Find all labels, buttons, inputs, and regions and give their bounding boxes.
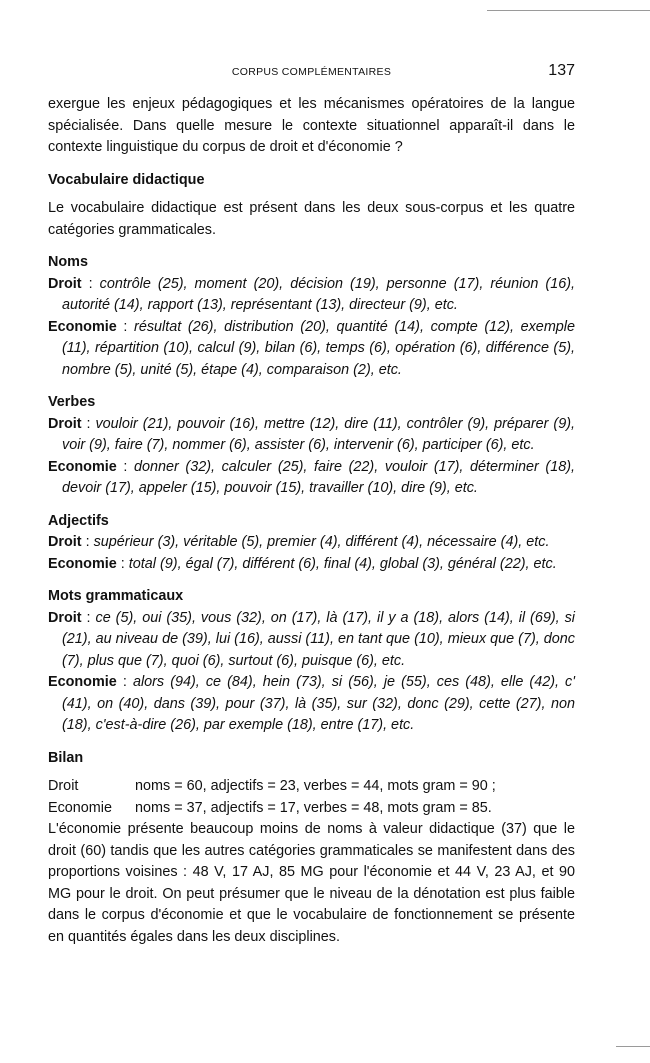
- bilan-label: Droit: [48, 778, 79, 794]
- bilan-conclusion-paragraph: L'économie présente beaucoup moins de noms à valeur didactique (37) que le droit (60) tandis que les autres catégories grammaticales se manifestent dans des proportions voisines : 48 V, 17 AJ, 85 MG pour l'économie et 44 V, 23 AJ, et 90 MG pour le droit. On peut présumer que le niveau de la dénotation est plus faible dans le corpus d'économie et que le vocabulaire de fonctionnement se présente en quantités égales dans les deux disciplines.: [48, 821, 575, 945]
- entry-label: Droit: [48, 534, 82, 550]
- entry-text: ce (5), oui (35), vous (32), on (17), là (17), il y a (18), alors (14), il (69), si (21), au niveau de (39), lui (16), aussi (11), en tant que (10), mieux que (7), donc (7), plus que (7), quoi (6), surtout (6), puisque (6), etc.: [62, 609, 575, 669]
- running-head: CORPUS COMPLÉMENTAIRES: [231, 66, 392, 78]
- entry-label: Economie: [48, 674, 117, 690]
- noms-economie-entry: Economie : résultat (26), distribution (20), quantité (14), compte (12), exemple (11), répartition (10), calcul (9), bilan (6), temps (6), opération (6), différence (5), nombre (5), unité (5), étape (4), comparaison (2), etc.: [48, 318, 576, 378]
- bilan-row-economie: [48, 798, 575, 820]
- page-body: [48, 94, 575, 948]
- verbes-droit-entry: Droit : vouloir (21), pouvoir (16), mettre (12), dire (11), contrôler (9), préparer (9), voir (9), faire (7), nommer (6), assister (6), intervenir (6), participer (6), etc.: [48, 415, 575, 453]
- entry-text: total (9), égal (7), différent (6), final (4), global (3), général (22), etc.: [128, 555, 557, 572]
- entry-text: contrôle (25), moment (20), décision (19), personne (17), réunion (16), autorité (14), rapport (13), représentant (13), directeur (9), etc.: [62, 275, 575, 313]
- page-header: [48, 62, 575, 84]
- vocabulaire-paragraph: Le vocabulaire didactique est présent dans les deux sous-corpus et les quatre catégories grammaticales.: [48, 200, 575, 238]
- section-heading-bilan: Bilan: [48, 749, 84, 766]
- bilan-row-droit: [48, 776, 575, 798]
- entry-text: donner (32), calculer (25), faire (22), vouloir (17), déterminer (18), devoir (17), appeler (15), pouvoir (15), travailler (10), dire (9), etc.: [62, 458, 575, 496]
- entry-label: Economie: [48, 555, 117, 572]
- scan-edge-line-bottom: [616, 1046, 650, 1047]
- page-number: 137: [548, 62, 575, 79]
- bilan-value: noms = 60, adjectifs = 23, verbes = 44, mots gram = 90 ;: [135, 778, 496, 794]
- noms-droit-entry: Droit : contrôle (25), moment (20), décision (19), personne (17), réunion (16), autorité (14), rapport (13), représentant (13), directeur (9), etc.: [48, 275, 575, 313]
- entry-text: supérieur (3), véritable (5), premier (4), différent (4), nécessaire (4), etc.: [93, 534, 550, 550]
- entry-label: Economie: [48, 318, 117, 335]
- entry-label: Droit: [48, 609, 82, 626]
- section-heading-mots-grammaticaux: Mots grammaticaux: [48, 588, 184, 604]
- section-heading-verbes: Verbes: [48, 394, 96, 410]
- bilan-value: noms = 37, adjectifs = 17, verbes = 48, mots gram = 85.: [135, 799, 492, 816]
- entry-label: Droit: [48, 415, 82, 432]
- entry-label: Droit: [48, 275, 82, 292]
- section-heading-adjectifs: Adjectifs: [48, 512, 109, 529]
- verbes-economie-entry: Economie : donner (32), calculer (25), faire (22), vouloir (17), déterminer (18), devoir (17), appeler (15), pouvoir (15), travailler (10), dire (9), etc.: [48, 458, 575, 496]
- mots-gram-droit-entry: Droit : ce (5), oui (35), vous (32), on (17), là (17), il y a (18), alors (14), il (69), si (21), au niveau de (39), lui (16), aussi (11), en tant que (10), mieux que (7), donc (7), plus que (7), quoi (6), surtout (6), puisque (6), etc.: [48, 609, 575, 669]
- entry-text: vouloir (21), pouvoir (16), mettre (12), dire (11), contrôler (9), préparer (9), voir (9), faire (7), nommer (6), assister (6), intervenir (6), participer (6), etc.: [62, 415, 575, 453]
- section-heading-vocabulaire: Vocabulaire didactique: [48, 171, 205, 188]
- adjectifs-economie-entry: Economie : total (9), égal (7), différent (6), final (4), global (3), général (22), etc.: [48, 555, 557, 572]
- mots-gram-economie-entry: Economie : alors (94), ce (84), hein (73), si (56), je (55), ces (48), elle (42), c' (41), on (40), dans (39), pour (37), là (35), sur (32), donc (29), cette (27), non (18), c'est-à-dire (26), par exemple (18), entre (17), etc.: [48, 674, 576, 733]
- entry-label: Economie: [48, 458, 117, 475]
- entry-text: alors (94), ce (84), hein (73), si (56), je (55), ces (48), elle (42), c' (41), on (40), dans (39), pour (37), là (35), sur (32), donc (29), cette (27), non (18), c'est-à-dire (26), par exemple (18), entre (17), etc.: [62, 674, 576, 733]
- intro-paragraph: exergue les enjeux pédagogiques et les mécanismes opératoires de la langue spécialisée. Dans quelle mesure le contexte situationnel apparaît-il dans le contexte linguistique du corpus de droit et d'économie ?: [48, 96, 575, 155]
- scan-edge-line-top: [487, 10, 650, 11]
- adjectifs-droit-entry: Droit : supérieur (3), véritable (5), premier (4), différent (4), nécessaire (4), etc.: [48, 534, 550, 550]
- bilan-label: Economie: [48, 799, 112, 816]
- section-heading-noms: Noms: [48, 254, 88, 270]
- entry-text: résultat (26), distribution (20), quantité (14), compte (12), exemple (11), répartition (10), calcul (9), bilan (6), temps (6), opération (6), différence (5), nombre (5), unité (5), étape (4), comparaison (2), etc.: [62, 318, 576, 378]
